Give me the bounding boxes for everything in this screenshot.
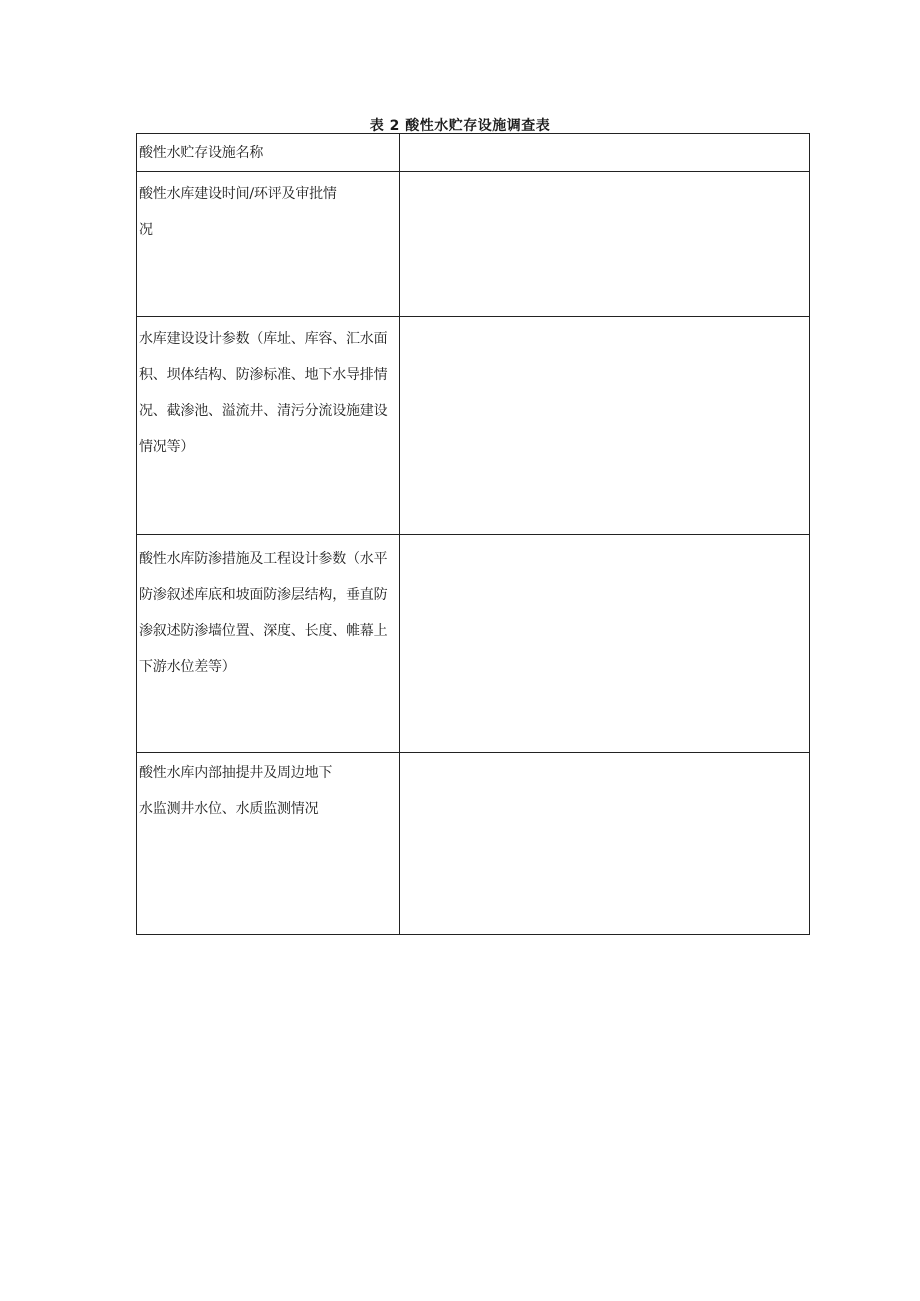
- label-line: 酸性水库建设时间/环评及审批情: [139, 186, 337, 202]
- label-line: 酸性水库防渗措施及工程设计参数（水平: [139, 551, 388, 567]
- label-line: 渗叙述防渗墙位置、深度、长度、帷幕上: [139, 623, 388, 639]
- row-label: [137, 134, 400, 172]
- label-line: 酸性水贮存设施名称: [139, 145, 264, 161]
- survey-table: [136, 133, 810, 935]
- label-line: 积、坝体结构、防渗标准、地下水导排情: [139, 367, 388, 383]
- row-value-cell[interactable]: [400, 172, 810, 317]
- table-row: [137, 317, 810, 535]
- row-value-cell[interactable]: [400, 753, 810, 935]
- table-row: [137, 753, 810, 935]
- row-value-cell[interactable]: [400, 317, 810, 535]
- label-line: 酸性水库内部抽提井及周边地下: [139, 765, 333, 781]
- row-label: [137, 535, 400, 753]
- row-label: [137, 172, 400, 317]
- label-line: 下游水位差等）: [139, 659, 236, 675]
- table-row: [137, 535, 810, 753]
- label-line: 水库建设设计参数（库址、库容、汇水面: [139, 331, 388, 347]
- row-label: [137, 317, 400, 535]
- table-row: [137, 172, 810, 317]
- table-row: [137, 134, 810, 172]
- label-line: 况: [139, 222, 153, 238]
- label-line: 水监测井水位、水质监测情况: [139, 801, 319, 817]
- label-line: 防渗叙述库底和坡面防渗层结构，垂直防: [139, 587, 388, 603]
- row-label: [137, 753, 400, 935]
- row-value-cell[interactable]: [400, 134, 810, 172]
- table-caption: 表 2 酸性水贮存设施调查表: [369, 118, 551, 134]
- label-line: 情况等）: [139, 439, 195, 455]
- label-line: 况、截渗池、溢流井、清污分流设施建设: [139, 403, 388, 419]
- row-value-cell[interactable]: [400, 535, 810, 753]
